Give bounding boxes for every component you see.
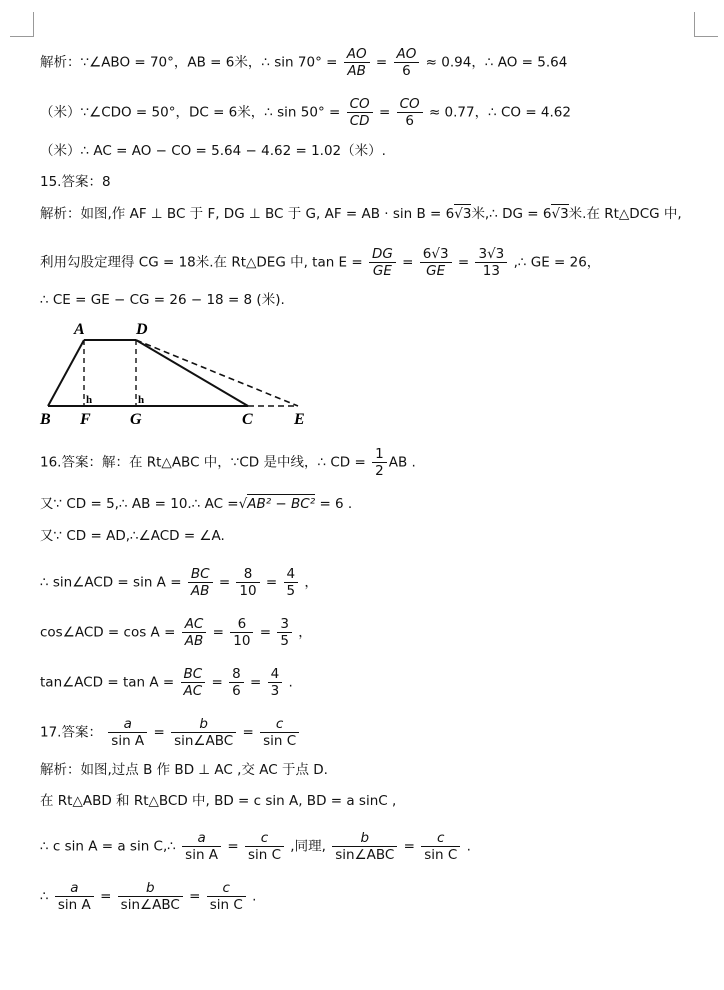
denominator: sin C <box>209 897 243 913</box>
equals-sign: = <box>250 674 262 691</box>
answer-17-heading <box>40 716 712 749</box>
label-f: F <box>80 411 91 428</box>
coefficient: 6 <box>422 246 432 262</box>
answer-16-cos-line <box>40 616 712 649</box>
text: 16.答案：解：在 Rt△ABC 中，∵CD 是中线，∴ CD = <box>40 454 366 471</box>
denominator: sin C <box>263 733 297 749</box>
solution-17-line-2: 在 Rt△ABD 和 Rt△BCD 中, BD = c sin A, BD = a sinC , <box>40 793 397 809</box>
radicand: 3 <box>495 246 505 262</box>
denominator: GE <box>426 263 446 279</box>
denominator: 13 <box>482 263 500 279</box>
fraction <box>182 616 207 649</box>
numerator: 8 <box>236 566 259 583</box>
text: ,同理, <box>290 838 326 855</box>
numerator: AO <box>394 46 420 63</box>
numerator: 1 <box>372 446 387 463</box>
denominator: AB <box>347 63 366 79</box>
text: （米）∵∠CDO = 50°，DC = 6米，∴ sin 50° = <box>40 104 341 121</box>
text: ,∴ GE = 26， <box>513 254 601 271</box>
sqrt-3: √3 <box>454 206 472 222</box>
numerator: b <box>332 830 397 847</box>
numerator: c <box>260 716 299 733</box>
label-d: D <box>136 321 148 338</box>
fraction-co-6 <box>397 96 423 129</box>
numerator: c <box>421 830 460 847</box>
equals-sign: = <box>375 54 388 71</box>
fraction <box>260 716 299 749</box>
text: 米,∴ DG = 6 <box>471 206 552 222</box>
radicand: 3 <box>560 206 569 222</box>
solution-14-line-1 <box>40 46 712 79</box>
numerator: a <box>55 880 94 897</box>
fraction-ao-6 <box>394 46 420 79</box>
numerator: c <box>245 830 284 847</box>
numerator: CO <box>397 96 423 113</box>
fraction <box>277 616 292 649</box>
equals-sign: = <box>189 888 201 905</box>
label-g: G <box>130 411 142 428</box>
denominator: 2 <box>375 463 384 479</box>
equals-sign: = <box>227 838 239 855</box>
denominator: sin∠ABC <box>335 847 395 863</box>
text: 解析：∵∠ABO = 70°，AB = 6米，∴ sin 70° = <box>40 54 338 71</box>
text: ， <box>298 624 312 641</box>
numerator: 6 <box>230 616 253 633</box>
denominator: sin A <box>185 847 219 863</box>
radicand: AB² − BC² <box>247 496 316 512</box>
label-h-1: h <box>86 394 93 406</box>
fraction <box>236 566 259 599</box>
trapezoid-figure <box>36 318 326 430</box>
numerator: BC <box>181 666 206 683</box>
fraction <box>118 880 183 913</box>
fraction-co-cd <box>347 96 373 129</box>
fraction-ao-ab <box>344 46 370 79</box>
fraction <box>181 666 206 699</box>
solution-17-line-3 <box>40 830 712 863</box>
fraction-6root3-ge: $\frac{6√3}{GE}$ <box>420 246 452 279</box>
fraction-1-2 <box>372 446 387 479</box>
label-h-2: h <box>138 394 145 406</box>
fraction-3root3-13: $\frac{3√3}{13}$ <box>475 246 507 279</box>
denominator: 5 <box>286 583 296 599</box>
denominator: sin C <box>247 847 281 863</box>
fraction <box>188 566 213 599</box>
numerator: b <box>118 880 183 897</box>
equals-sign: = <box>378 104 391 121</box>
numerator: 4 <box>284 566 299 583</box>
equals-sign: = <box>211 674 223 691</box>
denominator: sin A <box>57 897 91 913</box>
numerator: CO <box>347 96 373 113</box>
text: ≈ 0.77，∴ CO = 4.62 <box>428 104 571 121</box>
numerator: a <box>182 830 221 847</box>
denominator: 10 <box>239 583 257 599</box>
text: 17.答案： <box>40 724 102 741</box>
equals-sign: = <box>402 254 414 271</box>
denominator: sin A <box>111 733 145 749</box>
denominator: sin C <box>424 847 458 863</box>
label-c: C <box>242 411 253 428</box>
fraction <box>284 566 299 599</box>
fraction <box>108 716 147 749</box>
text: = 6 . <box>319 496 353 512</box>
answer-16-line-3: 又∵ CD = AD,∴∠ACD = ∠A. <box>40 528 225 544</box>
equals-sign: = <box>100 888 112 905</box>
fraction <box>229 666 244 699</box>
text: 又∵ CD = 5,∴ AB = 10.∴ AC = <box>40 496 239 512</box>
numerator: 3 <box>277 616 292 633</box>
numerator: DG <box>369 246 396 263</box>
numerator: c <box>207 880 246 897</box>
denominator: 5 <box>280 633 289 649</box>
sqrt-3: √3 <box>551 206 569 222</box>
label-a: A <box>74 321 85 338</box>
numerator: AO <box>344 46 370 63</box>
fraction <box>171 716 236 749</box>
equals-sign: = <box>265 574 278 591</box>
text: ∴ sin∠ACD = sin A = <box>40 574 182 591</box>
text: cos∠ACD = cos A = <box>40 624 176 641</box>
answer-16-tan-line <box>40 666 712 699</box>
text: 米.在 Rt△DCG 中, <box>568 206 682 222</box>
solution-17-conclusion <box>40 880 712 913</box>
answer-16-line-2: 又∵ CD = 5,∴ AB = 10.∴ AC =√AB² − BC² = 6 . <box>40 496 353 512</box>
answer-16-line-1 <box>40 446 712 479</box>
fraction <box>332 830 397 863</box>
numerator: 4 <box>268 666 283 683</box>
fraction <box>55 880 94 913</box>
equals-sign: = <box>242 724 254 741</box>
radicand: 3 <box>462 206 472 222</box>
denominator: 10 <box>233 633 251 649</box>
denominator: 3 <box>270 683 280 699</box>
denominator: AC <box>183 683 203 699</box>
numerator: BC <box>188 566 213 583</box>
denominator: 6 <box>405 113 414 129</box>
denominator: 6 <box>232 683 241 699</box>
solution-14-line-2 <box>40 96 712 129</box>
solution-15-line-1 <box>40 204 712 224</box>
numerator: a <box>108 716 147 733</box>
label-e: E <box>294 411 305 428</box>
text: . <box>466 838 471 855</box>
numerator: AC <box>182 616 207 633</box>
equals-sign: = <box>153 724 165 741</box>
fraction <box>207 880 246 913</box>
text: ， <box>304 574 318 591</box>
equals-sign: = <box>457 254 470 271</box>
text: ∴ <box>40 888 49 905</box>
equals-sign: = <box>218 574 231 591</box>
segment-de-dashed <box>136 340 298 406</box>
solution-15-line-3: ∴ CE = GE − CG = 26 − 18 = 8 (米). <box>40 292 285 308</box>
radicand: 3 <box>439 246 449 262</box>
text: ∴ c sin A = a sin C,∴ <box>40 838 176 855</box>
answer-15-heading: 15.答案：8 <box>40 174 111 190</box>
denominator: 6 <box>402 63 411 79</box>
equals-sign: = <box>403 838 415 855</box>
denominator: AB <box>190 583 210 599</box>
denominator: AB <box>184 633 204 649</box>
text: ≈ 0.94，∴ AO = 5.64 <box>425 54 568 71</box>
coefficient: 3 <box>478 246 488 262</box>
text: tan∠ACD = tan A = <box>40 674 175 691</box>
denominator: CD <box>349 113 370 129</box>
text: . <box>252 888 257 905</box>
numerator: b <box>171 716 236 733</box>
text: 利用勾股定理得 CG = 18米.在 Rt△DEG 中, tan E = <box>40 254 363 271</box>
fraction <box>245 830 284 863</box>
solution-17-line-1: 解析：如图,过点 B 作 BD ⊥ AC ,交 AC 于点 D. <box>40 762 328 778</box>
text: . <box>288 674 293 691</box>
fraction <box>421 830 460 863</box>
answer-16-sin-line <box>40 566 712 599</box>
denominator: sin∠ABC <box>120 897 180 913</box>
fraction <box>182 830 221 863</box>
solution-14-line-3: （米）∴ AC = AO − CO = 5.64 − 4.62 = 1.02（米）. <box>40 143 386 159</box>
solution-15-line-2 <box>40 246 712 279</box>
text: 解析：如图,作 AF ⊥ BC 于 F, DG ⊥ BC 于 G, AF = AB · sin B = 6 <box>40 206 455 222</box>
numerator: 8 <box>229 666 244 683</box>
equals-sign: = <box>259 624 272 641</box>
equals-sign: = <box>212 624 224 641</box>
label-b: B <box>40 411 51 428</box>
text: AB . <box>388 454 416 471</box>
denominator: GE <box>372 263 392 279</box>
fraction <box>230 616 253 649</box>
denominator: sin∠ABC <box>174 733 234 749</box>
fraction <box>268 666 283 699</box>
segment-ab <box>48 340 84 406</box>
segment-dc <box>136 340 248 406</box>
fraction-dg-ge <box>369 246 396 279</box>
